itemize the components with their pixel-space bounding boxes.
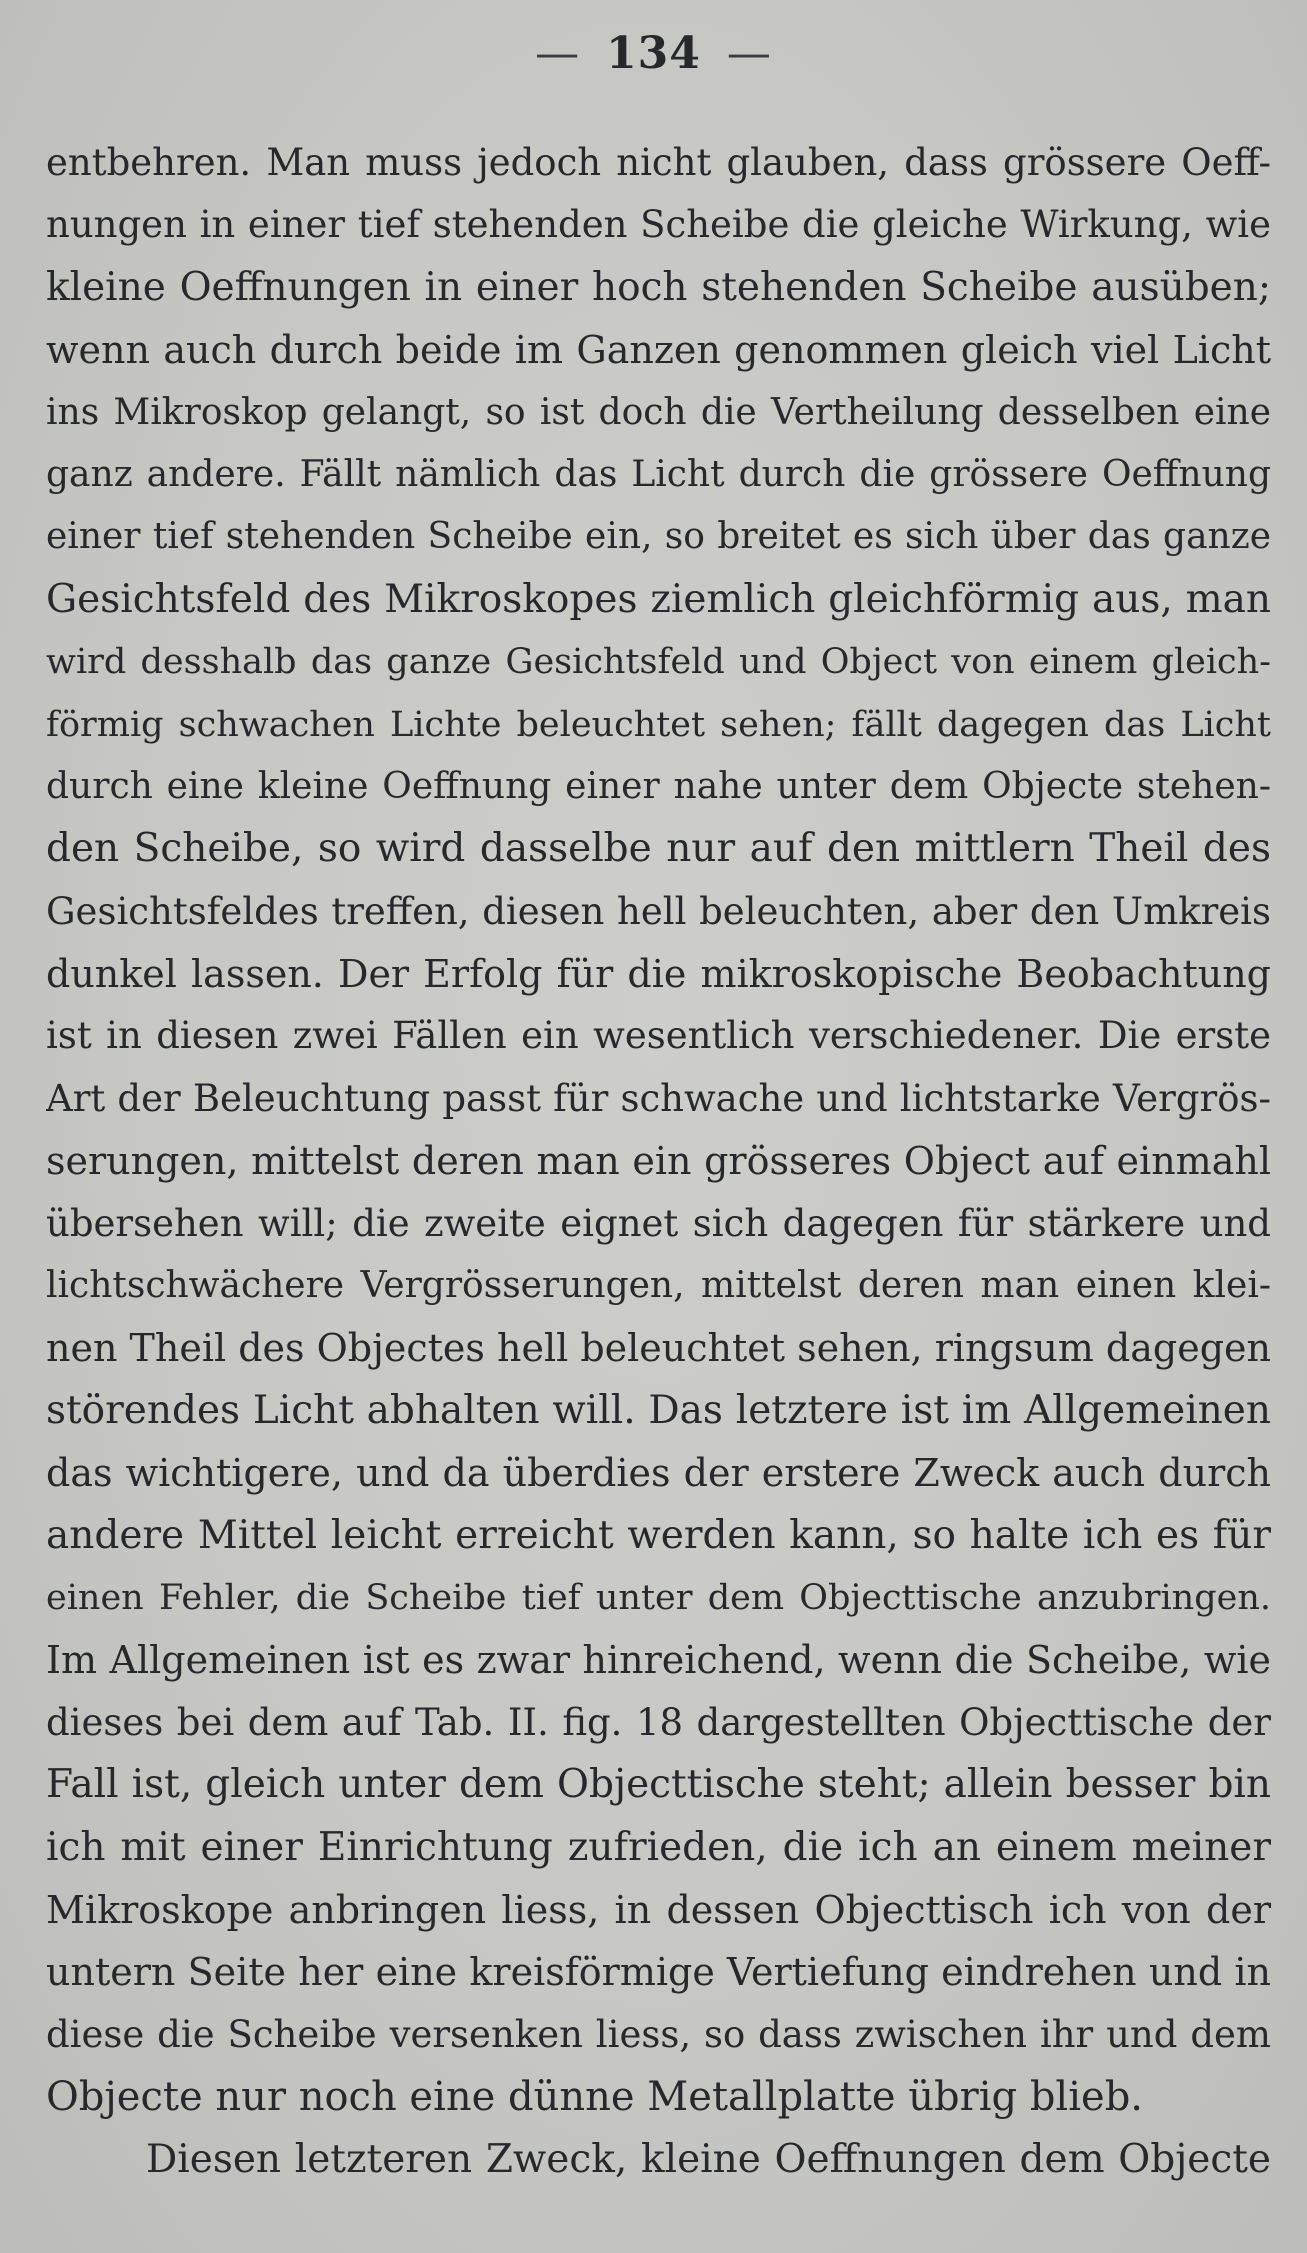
body-text — [46, 132, 1271, 2191]
text-line: dunkel lassen. Der Erfolg für die mikroskopische Beobachtung — [46, 952, 1271, 997]
paragraph-last-line: Objecte nur noch eine dünne Metallplatte übrig blieb. — [46, 2074, 1144, 2121]
text-line: Fall ist, gleich unter dem Objecttische steht; allein besser bin — [46, 1762, 1271, 1808]
text-line: dieses bei dem auf Tab. II. fig. 18 dargestellten Objecttische der — [46, 1700, 1271, 1744]
text-line: serungen, mittelst deren man ein grösseres Object auf einmahl — [46, 1139, 1271, 1184]
page-number: 134 — [606, 28, 701, 79]
text-line: einer tief stehenden Scheibe ein, so breitet es sich über das ganze — [46, 516, 1271, 558]
text-line: Im Allgemeinen ist es zwar hinreichend, wenn die Scheibe, wie — [46, 1638, 1271, 1683]
text-line: wenn auch durch beide im Ganzen genommen gleich viel Licht — [46, 328, 1271, 373]
text-line: Gesichtsfeldes treffen, diesen hell beleuchten, aber den Umkreis — [46, 889, 1271, 933]
text-line: kleine Oeffnungen in einer hoch stehenden Scheibe ausüben; — [46, 264, 1271, 310]
text-line: förmig schwachen Lichte beleuchtet sehen; fällt dagegen das Licht — [46, 704, 1271, 745]
text-line: Art der Beleuchtung passt für schwache und lichtstarke Vergrös- — [46, 1076, 1271, 1120]
text-line: ins Mikroskop gelangt, so ist doch die Vertheilung desselben eine — [46, 391, 1271, 433]
text-line: ich mit einer Einrichtung zufrieden, die ich an einem meiner — [46, 1824, 1271, 1870]
text-line: untern Seite her eine kreisförmige Vertiefung eindrehen und in — [46, 1950, 1271, 1995]
header-dash-left: — — [535, 28, 581, 79]
text-line: das wichtigere, und da überdies der erstere Zweck auch durch — [46, 1451, 1271, 1496]
text-line: diese die Scheibe versenken liess, so dass zwischen ihr und dem — [46, 2012, 1271, 2056]
text-line: andere Mittel leicht erreicht werden kann, so halte ich es für — [46, 1512, 1271, 1558]
text-line: lichtschwächere Vergrösserungen, mittelst deren man einen klei- — [46, 1265, 1271, 1307]
text-line: wird desshalb das ganze Gesichtsfeld und Object von einem gleich- — [46, 642, 1271, 683]
paragraph-first-line: Diesen letzteren Zweck, kleine Oeffnungen dem Objecte — [146, 2136, 1271, 2182]
text-line: ist in diesen zwei Fällen ein wesentlich verschiedener. Die erste — [46, 1014, 1271, 1058]
text-line: entbehren. Man muss jedoch nicht glauben, dass grössere Oeff- — [46, 141, 1271, 184]
text-line: den Scheibe, so wird dasselbe nur auf den mittlern Theil des — [46, 826, 1271, 872]
text-line: ganz andere. Fällt nämlich das Licht durch die grössere Oeffnung — [46, 453, 1271, 495]
text-line: einen Fehler, die Scheibe tief unter dem Objecttische anzubringen. — [46, 1577, 1271, 1618]
text-line: nungen in einer tief stehenden Scheibe die gleiche Wirkung, wie — [46, 203, 1271, 247]
header-dash-right: — — [726, 28, 772, 79]
text-line: Gesichtsfeld des Mikroskopes ziemlich gleichförmig aus, man — [46, 576, 1271, 622]
text-line: nen Theil des Objectes hell beleuchtet sehen, ringsum dagegen — [46, 1326, 1271, 1371]
text-line: übersehen will; die zweite eignet sich dagegen für stärkere und — [46, 1201, 1271, 1245]
page-header — [0, 28, 1307, 79]
text-line: durch eine kleine Oeffnung einer nahe unter dem Objecte stehen- — [46, 765, 1271, 807]
text-line: störendes Licht abhalten will. Das letztere ist im Allgemeinen — [46, 1387, 1271, 1433]
text-line: Mikroskope anbringen liess, in dessen Objecttisch ich von der — [46, 1887, 1271, 1932]
